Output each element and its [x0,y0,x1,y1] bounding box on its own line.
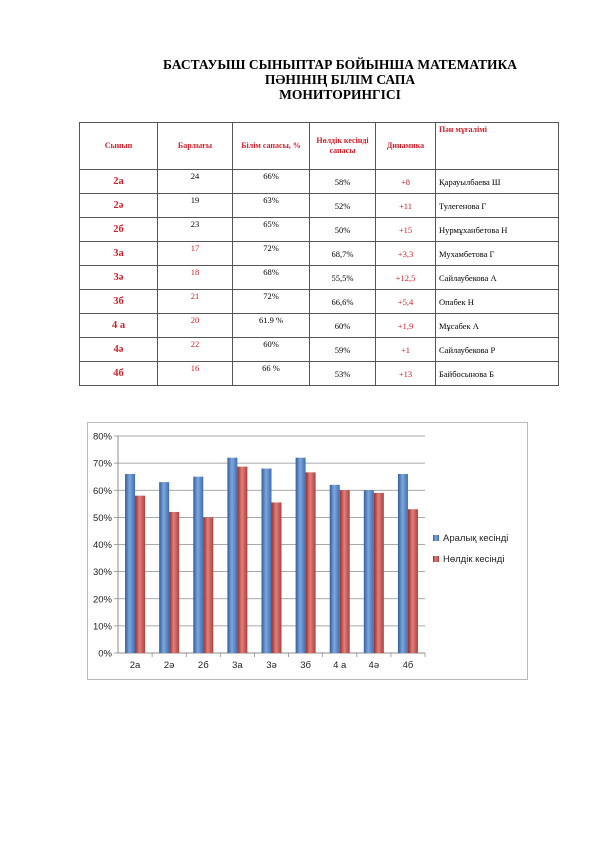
cell-total: 21 [158,290,233,314]
bar-aralyq [262,469,272,653]
bar-noldik [237,467,247,653]
cell-teacher: Опабек Н [436,290,559,314]
header-dynamic: Динамика [376,123,436,170]
cell-total: 17 [158,242,233,266]
cell-dynamic: +1,9 [376,314,436,338]
table-row [80,194,559,218]
x-tick-label: 2б [197,660,209,671]
cell-teacher: Қарауылбаева Ш [436,170,559,194]
table-body [80,170,559,386]
header-zero: Нөлдік кесінді сапасы [310,123,376,170]
bar-noldik [408,509,418,653]
cell-total: 19 [158,194,233,218]
title-line-3: МОНИТОРИНГІСІ [279,87,401,102]
y-tick-label: 50% [92,512,112,524]
cell-total: 23 [158,218,233,242]
header-total: Барлығы [158,123,233,170]
cell-class: 3ә [80,266,158,290]
bar-aralyq [330,485,340,653]
bar-aralyq [227,458,237,653]
y-tick-label: 20% [92,594,112,606]
cell-dynamic: +11 [376,194,436,218]
legend-swatch [433,535,439,541]
cell-zero: 55,5% [310,266,376,290]
cell-teacher: Сайлаубекова Р [436,338,559,362]
x-tick-label: 4ә [368,660,380,671]
cell-dynamic: +12,5 [376,266,436,290]
cell-dynamic: +15 [376,218,436,242]
table-header-row [80,123,559,170]
bar-aralyq [159,482,169,653]
cell-quality: 72% [233,290,310,314]
legend-label: Аралық кесінді [443,533,509,544]
cell-teacher: Нурмұханбетова Н [436,218,559,242]
y-tick-label: 80% [92,431,112,443]
cell-zero: 52% [310,194,376,218]
cell-dynamic: +3,3 [376,242,436,266]
header-teacher: Пән мұғалімі [436,123,559,170]
cell-class: 3а [80,242,158,266]
page-title [100,57,580,102]
table-row [80,266,559,290]
cell-total: 24 [158,170,233,194]
bar-noldik [306,472,316,653]
table-row [80,362,559,386]
cell-quality: 72% [233,242,310,266]
y-tick-label: 40% [92,540,112,551]
x-tick-label: 4б [402,660,414,671]
bar-aralyq [125,474,135,653]
legend-label: Нөлдік кесінді [443,554,505,565]
bar-aralyq [193,477,203,653]
table-row [80,170,559,194]
bar-noldik [135,496,145,653]
y-tick-label: 70% [92,458,112,470]
cell-dynamic: +1 [376,338,436,362]
header-quality: Білім сапасы, % [233,123,310,170]
y-tick-label: 0% [98,648,112,660]
title-line-1: БАСТАУЫШ СЫНЫПТАР БОЙЫНША МАТЕМАТИКА [163,57,517,72]
cell-zero: 66,6% [310,290,376,314]
title-line-2: ПӘНІНІҢ БІЛІМ САПА [264,72,416,87]
cell-class: 2ә [80,194,158,218]
table-row [80,290,559,314]
y-tick-label: 60% [92,485,112,497]
cell-quality: 66 % [233,362,310,386]
bar-noldik [169,512,179,653]
header-class: Сынып [80,123,158,170]
cell-teacher: Сайлаубекова А [436,266,559,290]
cell-quality: 66% [233,170,310,194]
cell-total: 22 [158,338,233,362]
cell-quality: 63% [233,194,310,218]
x-tick-label: 2ә [163,660,175,671]
cell-class: 4ә [80,338,158,362]
bar-noldik [203,517,213,653]
cell-quality: 65% [233,218,310,242]
table-row [80,218,559,242]
cell-class: 2а [80,170,158,194]
x-tick-label: 3ә [266,660,277,671]
cell-teacher: Тулегенова Г [436,194,559,218]
cell-teacher: Мухамбетова Г [436,242,559,266]
cell-quality: 60% [233,338,310,362]
cell-zero: 59% [310,338,376,362]
table-row [80,338,559,362]
bar-noldik [272,502,282,653]
cell-zero: 50% [310,218,376,242]
cell-class: 3б [80,290,158,314]
cell-dynamic: +5,4 [376,290,436,314]
cell-dynamic: +13 [376,362,436,386]
cell-zero: 60% [310,314,376,338]
cell-teacher: Мұсабек А [436,314,559,338]
y-tick-label: 30% [92,567,112,579]
x-tick-label: 2а [129,660,141,671]
cell-teacher: Байбосынова Б [436,362,559,386]
cell-class: 2б [80,218,158,242]
x-tick-label: 4 а [333,660,347,671]
x-tick-label: 3б [300,660,311,671]
cell-total: 18 [158,266,233,290]
cell-zero: 53% [310,362,376,386]
chart-container [87,422,528,680]
cell-class: 4б [80,362,158,386]
bar-noldik [340,490,350,653]
cell-class: 4 а [80,314,158,338]
y-tick-label: 10% [92,621,112,633]
cell-zero: 58% [310,170,376,194]
bar-noldik [374,493,384,653]
cell-quality: 68% [233,266,310,290]
table-row [80,314,559,338]
legend-swatch [433,556,439,562]
bar-aralyq [296,458,306,653]
table-row [80,242,559,266]
bar-chart [88,423,527,679]
cell-total: 16 [158,362,233,386]
cell-dynamic: +8 [376,170,436,194]
cell-total: 20 [158,314,233,338]
x-tick-label: 3а [232,660,243,671]
bar-aralyq [398,474,408,653]
cell-zero: 68,7% [310,242,376,266]
bar-aralyq [364,490,374,653]
cell-quality: 61.9 % [233,314,310,338]
monitoring-table [79,122,559,386]
